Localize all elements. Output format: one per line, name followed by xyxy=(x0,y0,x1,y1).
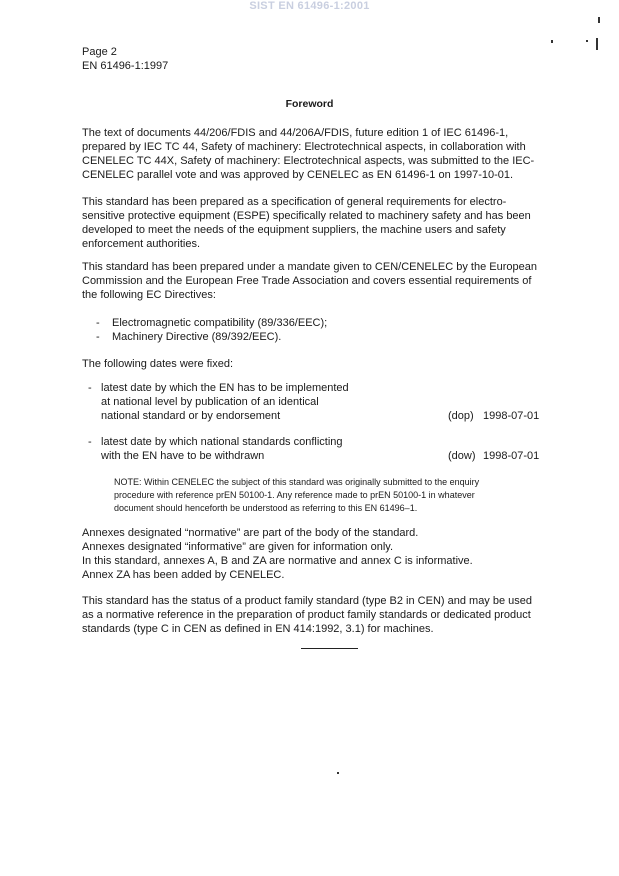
closing-rule xyxy=(301,648,358,649)
text-line: The text of documents 44/206/FDIS and 44/206A/FDIS, future edition 1 of IEC 61496-1, xyxy=(82,127,509,139)
text-line: sensitive protective equipment (ESPE) specifically related to machinery safety and has been xyxy=(82,210,531,222)
text-line: This standard has been prepared as a specification of general requirements for electro- xyxy=(82,196,507,208)
text-line: In this standard, annexes A, B and ZA are normative and annex C is informative. xyxy=(82,555,473,567)
text-line: NOTE: Within CENELEC the subject of this standard was originally submitted to the enquiry xyxy=(114,477,480,487)
text-line: Annexes designated “normative” are part of the body of the standard. xyxy=(82,527,419,539)
directive-item xyxy=(96,316,327,330)
paragraph-text-documents xyxy=(82,126,574,182)
date-item-dop xyxy=(88,381,558,423)
paragraph-mandate xyxy=(82,260,574,302)
dash: - xyxy=(88,382,92,394)
text-line: CENELEC TC 44X, Safety of machinery: Electrotechnical aspects, was submitted to the IEC- xyxy=(82,155,535,167)
text-line: as a normative reference in the preparation of product family standards or dedicated product xyxy=(82,609,531,621)
text-line: procedure with reference prEN 50100-1. Any reference made to prEN 50100-1 in whatever xyxy=(114,490,475,500)
text-line: developed to meet the needs of the equipment suppliers, the machine users and safety xyxy=(82,224,506,236)
paragraph-status xyxy=(82,594,574,636)
note xyxy=(114,476,572,515)
text-line: at national level by publication of an identical xyxy=(101,396,319,408)
page-number: Page 2 xyxy=(82,46,117,58)
text-line: latest date by which the EN has to be implemented xyxy=(101,382,349,394)
date-value: 1998-07-01 xyxy=(483,410,540,422)
foreword-title: Foreword xyxy=(285,98,334,110)
text-line: prepared by IEC TC 44, Safety of machinery: Electrotechnical aspects, in collaboration with xyxy=(82,141,526,153)
text-line: Commission and the European Free Trade Association and covers essential requirements of xyxy=(82,275,532,287)
text-line: national standard or by endorsement xyxy=(101,410,281,422)
dates-intro: The following dates were fixed: xyxy=(82,358,234,370)
text-line: This standard has been prepared under a mandate given to CEN/CENELEC by the European xyxy=(82,261,537,273)
scan-speck xyxy=(598,17,600,23)
page-header xyxy=(82,45,168,73)
directive-text: Electromagnetic compatibility (89/336/EEC); xyxy=(112,317,328,329)
scan-speck xyxy=(586,40,588,42)
date-item-dow xyxy=(88,435,558,463)
text-line: document should henceforth be understood as referring to this EN 61496–1. xyxy=(114,503,418,513)
text-line: Annexes designated “informative” are given for information only. xyxy=(82,541,394,553)
date-description xyxy=(101,381,401,423)
date-description xyxy=(101,435,401,463)
directive-text: Machinery Directive (89/392/EEC). xyxy=(112,331,282,343)
dash: - xyxy=(96,317,100,329)
scan-speck xyxy=(596,38,598,50)
text-line: Annex ZA has been added by CENELEC. xyxy=(82,569,285,581)
text-line: standards (type C in CEN as defined in EN 414:1992, 3.1) for machines. xyxy=(82,623,434,635)
watermark: SIST EN 61496-1:2001 xyxy=(249,0,370,12)
paragraph-espe xyxy=(82,195,574,251)
date-code: (dop) xyxy=(448,410,474,422)
standard-reference: EN 61496-1:1997 xyxy=(82,60,169,72)
text-line: with the EN have to be withdrawn xyxy=(101,450,265,462)
paragraph-annexes xyxy=(82,526,574,582)
dash: - xyxy=(96,331,100,343)
date-code: (dow) xyxy=(448,450,476,462)
scan-speck xyxy=(337,772,339,774)
text-line: This standard has the status of a product family standard (type B2 in CEN) and may be used xyxy=(82,595,533,607)
text-line: CENELEC parallel vote and was approved by CENELEC as EN 61496-1 on 1997-10-01. xyxy=(82,169,514,181)
directive-item xyxy=(96,330,281,344)
text-line: the following EC Directives: xyxy=(82,289,216,301)
date-value: 1998-07-01 xyxy=(483,450,540,462)
text-line: enforcement authorities. xyxy=(82,238,201,250)
scan-speck xyxy=(551,40,553,43)
dash: - xyxy=(88,436,92,448)
text-line: latest date by which national standards conflicting xyxy=(101,436,343,448)
